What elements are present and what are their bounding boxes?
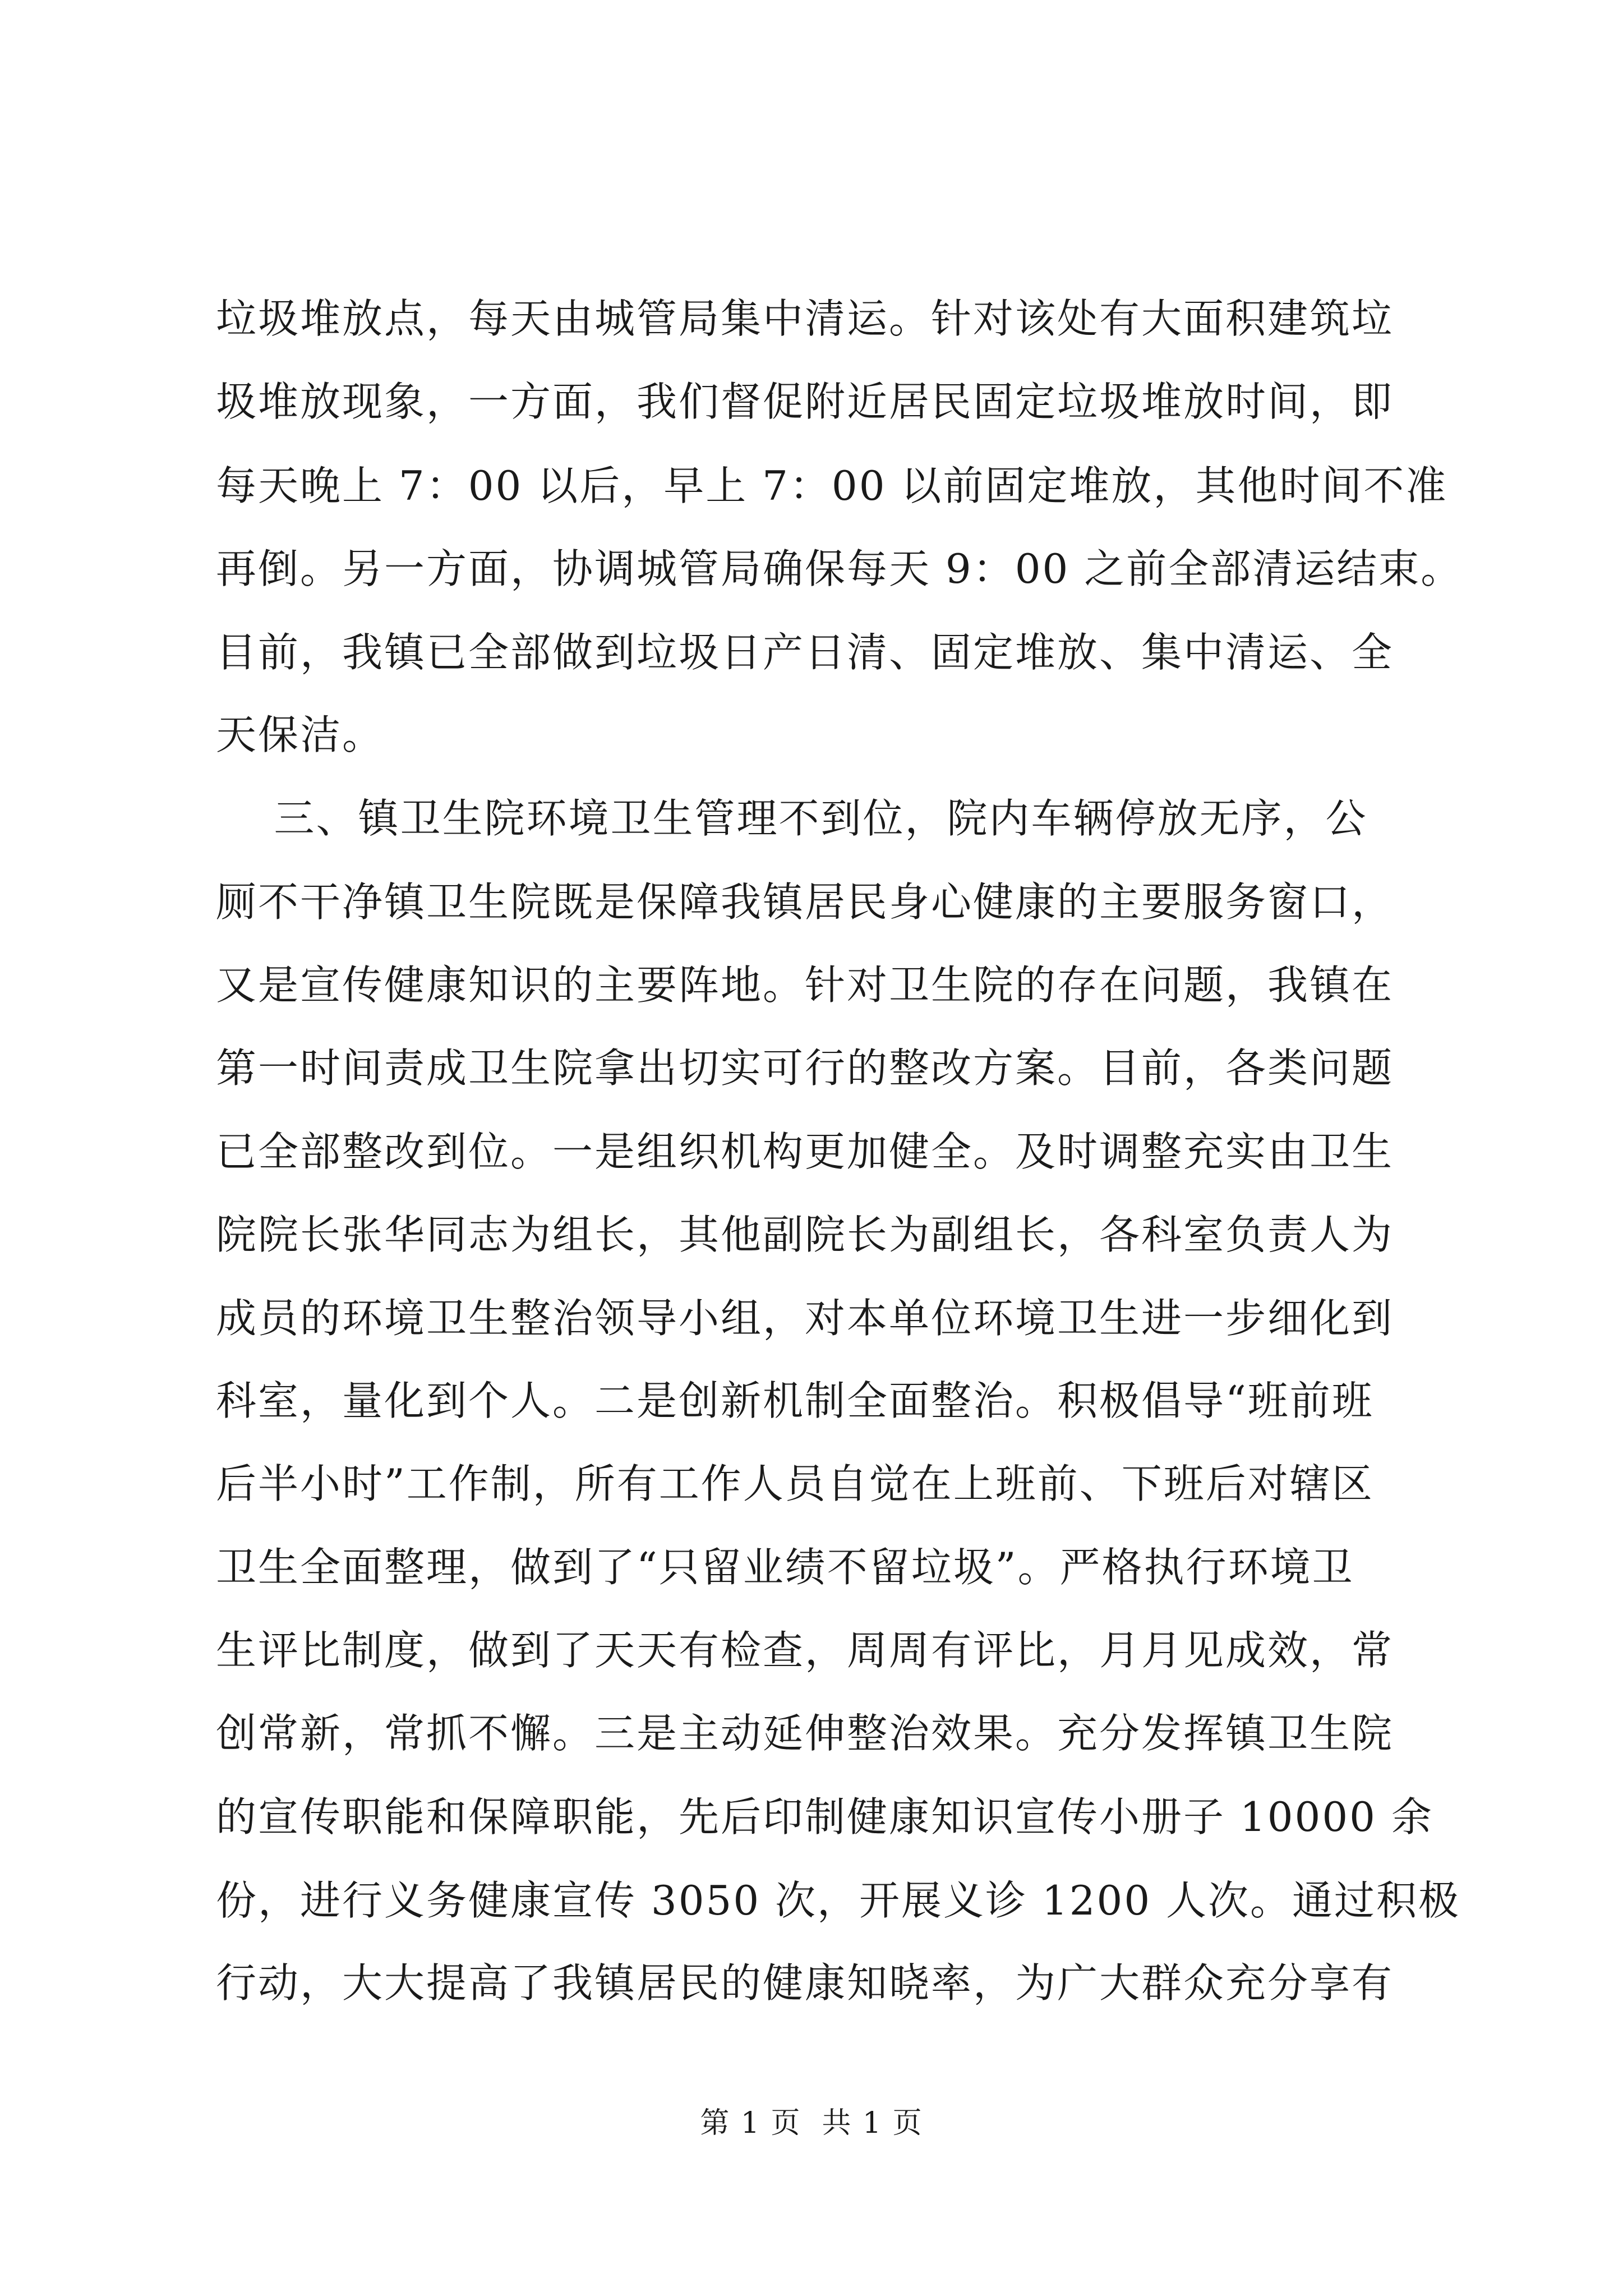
body-text-line: 成员的环境卫生整治领导小组，对本单位环境卫生进一步细化到 <box>216 1295 1394 1342</box>
body-text-line: 每天晚上 7：00 以后，早上 7：00 以前固定堆放，其他时间不准 <box>216 462 1448 509</box>
body-text-line: 创常新，常抓不懈。三是主动延伸整治效果。充分发挥镇卫生院 <box>216 1710 1394 1757</box>
paragraph-heading-line: 三、镇卫生院环境卫生管理不到位，院内车辆停放无序，公 <box>216 795 1368 842</box>
body-text-line: 院院长张华同志为组长，其他副院长为副组长，各科室负责人为 <box>216 1211 1394 1258</box>
body-text-line: 第一时间责成卫生院拿出切实可行的整改方案。目前，各类问题 <box>216 1045 1394 1092</box>
body-text-line: 再倒。另一方面，协调城管局确保每天 9：00 之前全部清运结束。 <box>216 545 1463 592</box>
body-text-line: 已全部整改到位。一是组织机构更加健全。及时调整充实由卫生 <box>216 1128 1394 1175</box>
body-text-line: 份，进行义务健康宣传 3050 次，开展义诊 1200 人次。通过积极 <box>216 1877 1461 1924</box>
page-number-footer: 第 1 页 共 1 页 <box>700 2106 923 2140</box>
body-text-line: 又是宣传健康知识的主要阵地。针对卫生院的存在问题，我镇在 <box>216 961 1394 1009</box>
body-text-line: 目前，我镇已全部做到垃圾日产日清、固定堆放、集中清运、全 <box>216 629 1394 676</box>
body-text-line: 科室，量化到个人。二是创新机制全面整治。积极倡导“班前班 <box>216 1377 1374 1424</box>
body-text-line: 的宣传职能和保障职能，先后印制健康知识宣传小册子 10000 余 <box>216 1793 1433 1841</box>
body-text-line: 厕不干净镇卫生院既是保障我镇居民身心健康的主要服务窗口， <box>216 878 1394 926</box>
body-text-line: 卫生全面整理，做到了“只留业绩不留垃圾”。严格执行环境卫 <box>216 1544 1354 1591</box>
body-text-line: 圾堆放现象，一方面，我们督促附近居民固定垃圾堆放时间，即 <box>216 378 1394 425</box>
body-text-line: 生评比制度，做到了天天有检查，周周有评比，月月见成效，常 <box>216 1627 1394 1674</box>
body-text-line: 后半小时”工作制，所有工作人员自觉在上班前、下班后对辖区 <box>216 1460 1374 1507</box>
body-text-line: 天保洁。 <box>216 711 385 758</box>
body-text-line: 垃圾堆放点，每天由城管局集中清运。针对该处有大面积建筑垃 <box>216 295 1394 342</box>
body-text-line: 行动，大大提高了我镇居民的健康知晓率，为广大群众充分享有 <box>216 1959 1394 2007</box>
